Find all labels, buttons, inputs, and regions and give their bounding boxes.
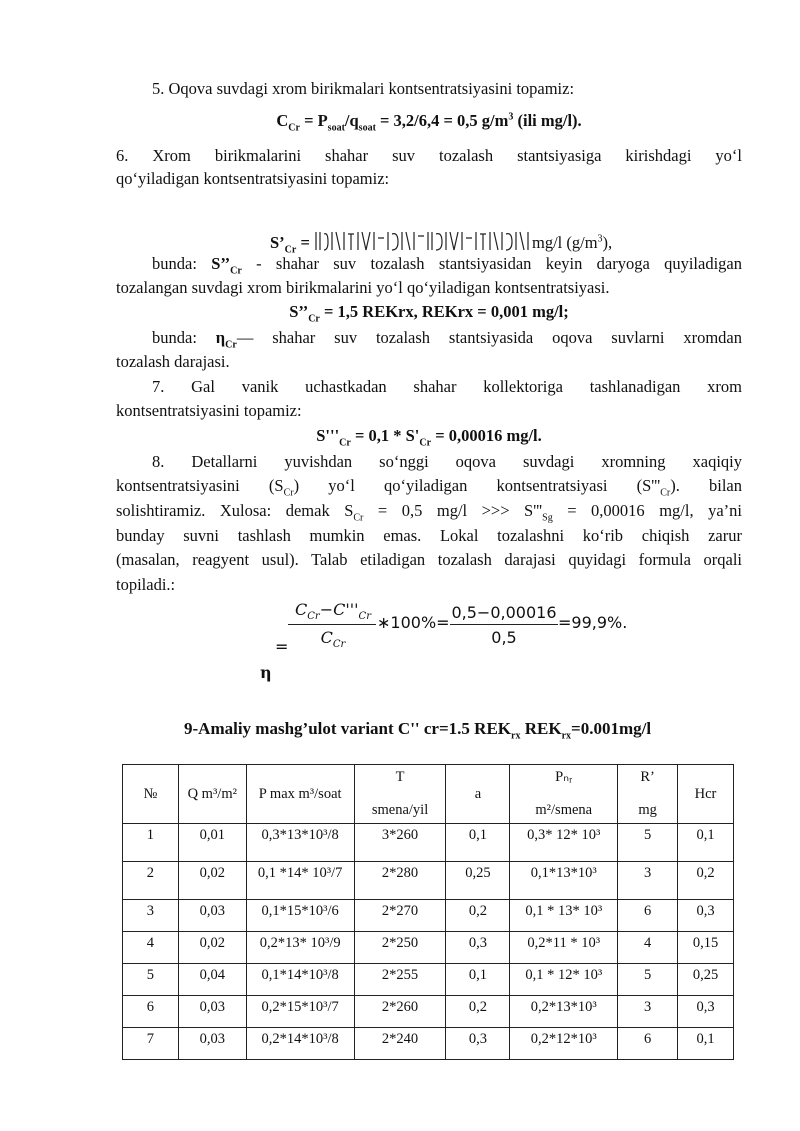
formula-numerator-2: 0,5−0,00016 xyxy=(451,603,557,622)
table-cell: 2*240 xyxy=(354,1028,446,1060)
table-cell: 0,25 xyxy=(446,862,510,900)
table-cell: 2*255 xyxy=(354,964,446,996)
table-cell: 0,2*13*10³ xyxy=(510,996,618,1028)
table-header-row xyxy=(123,765,734,824)
table-cell: 0,04 xyxy=(178,964,246,996)
table-cell: 0,3 xyxy=(678,900,734,932)
table-row xyxy=(123,964,734,996)
table-cell: 2*260 xyxy=(354,996,446,1028)
table-cell: 0,3 xyxy=(446,932,510,964)
table-cell: 0,3 xyxy=(446,1028,510,1060)
table-cell: 3 xyxy=(618,862,678,900)
table-row xyxy=(123,900,734,932)
table-cell: 0,03 xyxy=(178,1028,246,1060)
table-cell: 6 xyxy=(618,900,678,932)
table-cell: 2*280 xyxy=(354,862,446,900)
formula-s-double-prime: $S’’_{Cr} = 1,5$ REKrx, REKrx = 0,001 mg/l; xyxy=(289,302,569,325)
formula-multiplier: ∗100%= xyxy=(377,613,450,632)
table-header-cell: Hcr xyxy=(678,765,734,824)
table-cell: 0,1*15*10³/6 xyxy=(246,900,354,932)
table-cell: 0,03 xyxy=(178,900,246,932)
table-cell: 0,1 * 13* 10³ xyxy=(510,900,618,932)
paragraph-8-line-6: topiladi.: xyxy=(116,575,176,594)
paragraph-6-line-1: 6. Xrom birikmalarini shahar suv tozalash stantsiyasiga kirishdagi yo‘l xyxy=(116,146,742,165)
table-cell: 0,1 * 12* 10³ xyxy=(510,964,618,996)
table-cell: 3*260 xyxy=(354,824,446,862)
table-header-cell: № xyxy=(123,765,179,824)
table-cell: 0,02 xyxy=(178,932,246,964)
paragraph-8-line-3: solishtiramiz. Xulosa: demak $S_{Cr} = 0,5$ mg/l >>> $S'''_{Sg} = 0,00016$ mg/l, ya’ni xyxy=(116,501,742,524)
table-cell: 0,02 xyxy=(178,862,246,900)
table-cell: 2 xyxy=(123,862,179,900)
table-cell: 5 xyxy=(618,824,678,862)
table-row xyxy=(123,996,734,1028)
formula-s-triple-prime: $S'''_{Cr} = 0,1 * S'_{Cr} = 0,00016$ mg/l. xyxy=(316,426,542,449)
formula-denominator: $C_{Cr}$ xyxy=(320,628,346,651)
table-cell: 0,1 xyxy=(678,824,734,862)
fraction-bar-1 xyxy=(288,624,376,625)
paragraph-6-line-2: qo‘yiladigan kontsentratsiyasini topamiz: xyxy=(116,169,390,188)
table-cell: 6 xyxy=(123,996,179,1028)
variants-table xyxy=(122,764,734,1060)
table-cell: 0,2 xyxy=(446,996,510,1028)
table-cell: 2*270 xyxy=(354,900,446,932)
table-cell: 0,2*12*10³ xyxy=(510,1028,618,1060)
table-cell: 0,1 xyxy=(446,824,510,862)
table-header-cell: Pₙᵣ m²/smena xyxy=(510,765,618,824)
table-cell: 0,1*14*10³/8 xyxy=(246,964,354,996)
table-cell: 7 xyxy=(123,1028,179,1060)
formula-s-prime: $S’_{Cr} = mg/l$ $(g/m^3)$, xyxy=(270,228,750,254)
table-cell: 0,1 xyxy=(446,964,510,996)
formula-denominator-2: 0,5 xyxy=(491,628,517,647)
table-cell: 0,2*11 * 10³ xyxy=(510,932,618,964)
paragraph-8-line-1: 8. Detallarni yuvishdan so‘nggi oqova suvdagi xromning xaqiqiy xyxy=(152,452,742,471)
table-cell: 0,2 xyxy=(678,862,734,900)
fraction-bar-2 xyxy=(450,624,558,625)
formula-concentration: $C_{Cr} = P_{soat}/q_{soat} = 3,2/6,4 = 0,5$ $g/m^3$ (ili mg/l). xyxy=(276,111,582,134)
table-cell: 0,2*13* 10³/9 xyxy=(246,932,354,964)
bunda-1-line-1: bunda: $S’’_{Cr}$ - shahar suv tozalash stantsiyasidan keyin daryoga quyiladigan xyxy=(152,254,742,277)
paragraph-7-line-2: kontsentratsiyasini topamiz: xyxy=(116,401,302,420)
table-cell: 5 xyxy=(618,964,678,996)
table-header-cell: P max m³/soat xyxy=(246,765,354,824)
garbled-formula-image xyxy=(314,228,532,254)
table-cell: 4 xyxy=(123,932,179,964)
formula-numerator: $C_{Cr}-C'''_{Cr}$ xyxy=(295,600,371,623)
table-cell: 5 xyxy=(123,964,179,996)
table-title: 9-Amaliy mashg’ulot variant C'' cr=1.5 $REK_{rx}$ $REK_{rx}=0.001mg/l$ xyxy=(184,719,652,742)
table-cell: 0,01 xyxy=(178,824,246,862)
table-cell: 0,3* 12* 10³ xyxy=(510,824,618,862)
paragraph-8-line-2: kontsentratsiyasini $(S_{Cr})$ yo‘l qo‘yiladigan kontsentratsiyasi $(S'''_{Cr})$. bilan xyxy=(116,476,742,499)
table-cell: 0,1 xyxy=(678,1028,734,1060)
table-cell: 0,2 xyxy=(446,900,510,932)
table-cell: 1 xyxy=(123,824,179,862)
formula-equals: = xyxy=(275,637,289,656)
table-row xyxy=(123,932,734,964)
table-cell: 4 xyxy=(618,932,678,964)
bunda-2-line-2: tozalash darajasi. xyxy=(116,352,230,371)
table-cell: 2*250 xyxy=(354,932,446,964)
formula-result: =99,9%. xyxy=(558,613,628,632)
bunda-1-line-2: tozalangan suvdagi xrom birikmalarini yo‘l qo‘yiladigan kontsentratsiyasi. xyxy=(116,278,610,297)
formula-eta: η xyxy=(260,663,272,682)
table-cell: 3 xyxy=(123,900,179,932)
paragraph-8-line-4: bunday suvni tashlash mumkin emas. Lokal tozalashni ko‘rib chiqish zarur xyxy=(116,526,742,545)
table-header-cell: a xyxy=(446,765,510,824)
table-cell: 0,2*14*10³/8 xyxy=(246,1028,354,1060)
table-row xyxy=(123,824,734,862)
table-row xyxy=(123,862,734,900)
paragraph-8-line-5: (masalan, reagyent usul). Talab etiladigan tozalash darajasi quyidagi formula orqali xyxy=(116,550,742,569)
table-header-cell: R’ mg xyxy=(618,765,678,824)
table-header-cell: Q m³/m² xyxy=(178,765,246,824)
table-cell: 0,3*13*10³/8 xyxy=(246,824,354,862)
table-cell: 0,1*13*10³ xyxy=(510,862,618,900)
table-cell: 6 xyxy=(618,1028,678,1060)
bunda-2-line-1: bunda: $\eta_{Cr}—$ shahar suv tozalash stantsiyasida oqova suvlarni xromdan xyxy=(152,328,742,351)
table-cell: 3 xyxy=(618,996,678,1028)
table-cell: 0,2*15*10³/7 xyxy=(246,996,354,1028)
paragraph-7-line-1: 7. Gal vanik uchastkadan shahar kollektoriga tashlanadigan xrom xyxy=(152,377,742,396)
table-cell: 0,1 *14* 10³/7 xyxy=(246,862,354,900)
table-header-cell: T smena/yil xyxy=(354,765,446,824)
table-cell: 0,15 xyxy=(678,932,734,964)
table-cell: 0,25 xyxy=(678,964,734,996)
paragraph-5: 5. Oqova suvdagi xrom birikmalari kontsentratsiyasini topamiz: xyxy=(152,79,575,98)
table-cell: 0,3 xyxy=(678,996,734,1028)
table-cell: 0,03 xyxy=(178,996,246,1028)
table-row xyxy=(123,1028,734,1060)
